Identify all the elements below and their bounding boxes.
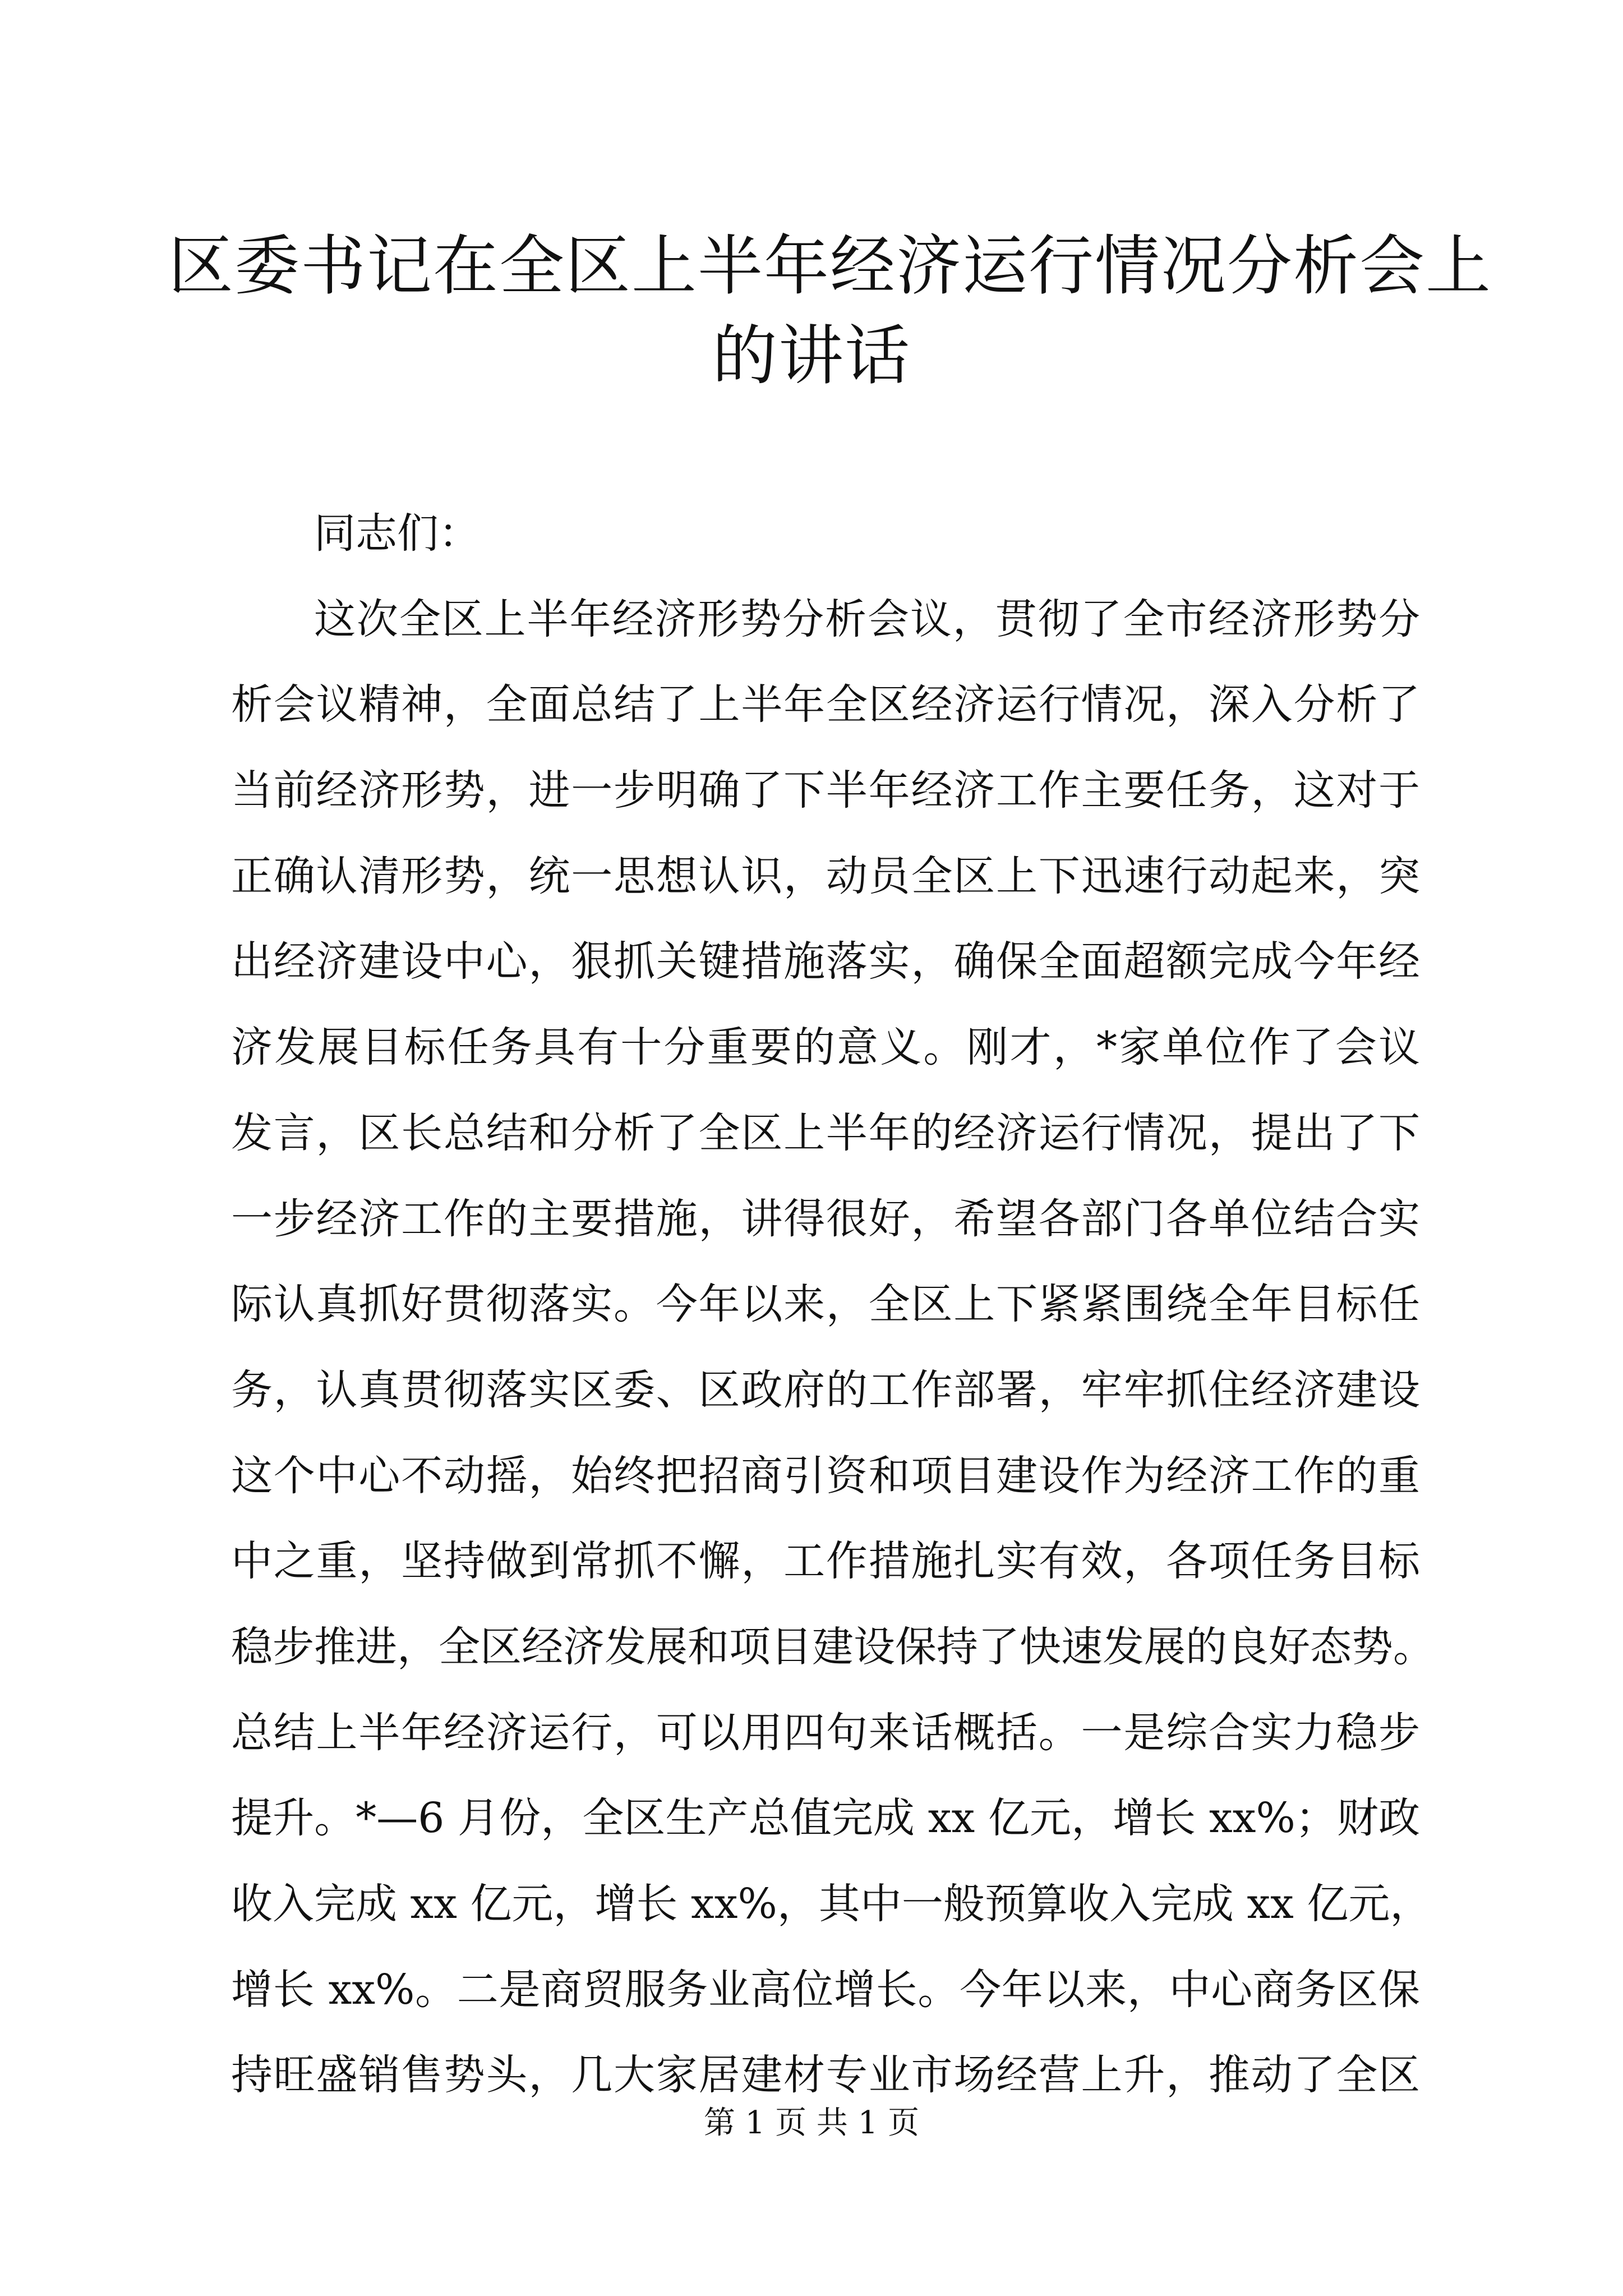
- body-line: 稳步推进，全区经济发展和项目建设保持了快速发展的良好态势。: [231, 1622, 1435, 1671]
- page-footer: 第 1 页 共 1 页: [703, 2105, 920, 2141]
- body-line: 一步经济工作的主要措施，讲得很好，希望各部门各单位结合实: [231, 1194, 1420, 1243]
- body-line: 际认真抓好贯彻落实。今年以来，全区上下紧紧围绕全年目标任: [231, 1280, 1420, 1329]
- body-line: 当前经济形势，进一步明确了下半年经济工作主要任务，这对于: [231, 766, 1420, 815]
- body-line: 中之重，坚持做到常抓不懈，工作措施扎实有效，各项任务目标: [231, 1537, 1420, 1586]
- body-line: 总结上半年经济运行，可以用四句来话概括。一是综合实力稳步: [231, 1708, 1420, 1757]
- title-line-2: 的讲话: [712, 318, 911, 394]
- body-line: 持旺盛销售势头，几大家居建材专业市场经营上升，推动了全区: [231, 2051, 1420, 2100]
- body-line: 析会议精神，全面总结了上半年全区经济运行情况，深入分析了: [231, 680, 1420, 729]
- body-line: 这次全区上半年经济形势分析会议，贯彻了全市经济形势分: [314, 595, 1420, 643]
- document-title: [168, 222, 1492, 401]
- body-line: 收入完成 xx 亿元，增长 xx%，其中一般预算收入完成 xx 亿元，: [231, 1880, 1432, 1928]
- body-line: 提升。*—6 月份，全区生产总值完成 xx 亿元，增长 xx%；财政: [231, 1794, 1420, 1843]
- body-line: 发言，区长总结和分析了全区上半年的经济运行情况，提出了下: [231, 1108, 1420, 1157]
- salutation: 同志们：: [314, 509, 480, 558]
- body-line: 增长 xx%。二是商贸服务业高位增长。今年以来，中心商务区保: [231, 1965, 1420, 2014]
- body-line: 正确认清形势，统一思想认识，动员全区上下迅速行动起来，突: [231, 852, 1420, 900]
- title-line-1: 区委书记在全区上半年经济运行情况分析会上: [168, 228, 1492, 304]
- body-line: 务，认真贯彻落实区委、区政府的工作部署，牢牢抓住经济建设: [231, 1365, 1420, 1414]
- document-body: [231, 491, 1435, 2118]
- body-line: 出经济建设中心，狠抓关键措施落实，确保全面超额完成今年经: [231, 937, 1420, 986]
- body-line: 这个中心不动摇，始终把招商引资和项目建设作为经济工作的重: [231, 1451, 1420, 1500]
- body-line: 济发展目标任务具有十分重要的意义。刚才，*家单位作了会议: [231, 1023, 1420, 1072]
